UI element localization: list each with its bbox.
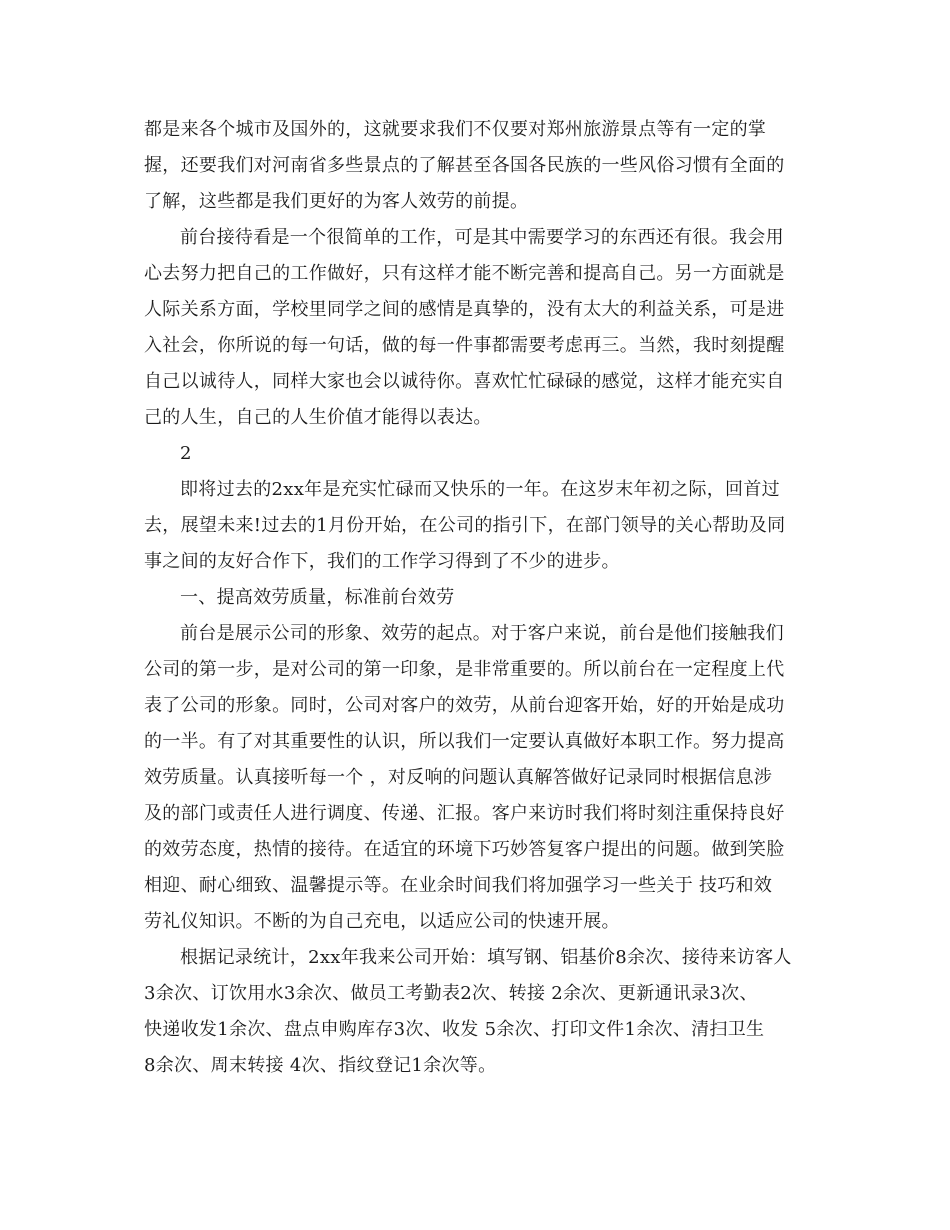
text-line: 及的部门或责任人进行调度、传递、汇报。客户来访时我们将时刻注重保持良好 [144, 803, 785, 824]
text-line: 8余次、周末转接 4次、指纹登记1余次等。 [144, 1055, 497, 1076]
text-line: 劳礼仪知识。不断的为自己充电，以适应公司的快速开展。 [144, 911, 620, 932]
text-line: 效劳质量。认真接听每一个 ，对反响的问题认真解答做好记录同时根据信息涉 [144, 767, 773, 788]
text-line: 表了公司的形象。同时，公司对客户的效劳，从前台迎客开始，好的开始是成功 [144, 695, 785, 716]
text-line: 人际关系方面，学校里同学之间的感情是真挚的，没有太大的利益关系，可是进 [144, 299, 785, 320]
text-line: 都是来各个城市及国外的，这就要求我们不仅要对郑州旅游景点等有一定的掌 [144, 119, 767, 140]
section-number: 2 [180, 443, 192, 464]
text-line: 自己以诚待人，同样大家也会以诚待你。喜欢忙忙碌碌的感觉，这样才能充实自 [144, 371, 785, 392]
text-line: 了解，这些都是我们更好的为客人效劳的前提。 [144, 191, 529, 212]
text-line: 己的人生，自己的人生价值才能得以表达。 [144, 407, 492, 428]
text-line: 入社会，你所说的每一句话，做的每一件事都需要考虑再三。当然，我时刻提醒 [144, 335, 785, 356]
text-line: 3余次、订饮用水3余次、做员工考勤表2次、转接 2余次、更新通讯录3次、 [144, 983, 758, 1004]
paragraph-start: 前台接待看是一个很简单的工作，可是其中需要学习的东西还有很。我会用 [180, 227, 784, 248]
section-heading: 一、提高效劳质量，标准前台效劳 [180, 587, 455, 608]
text-line: 心去努力把自己的工作做好，只有这样才能不断完善和提高自己。另一方面就是 [144, 263, 785, 284]
text-line: 事之间的友好合作下，我们的工作学习得到了不少的进步。 [144, 551, 620, 572]
text-line: 握，还要我们对河南省多些景点的了解甚至各国各民族的一些风俗习惯有全面的 [144, 155, 785, 176]
text-line: 相迎、耐心细致、温馨提示等。在业余时间我们将加强学习一些关于 技巧和效 [144, 875, 773, 896]
text-line: 快递收发1余次、盘点申购库存3次、收发 5余次、打印文件1余次、清扫卫生 [144, 1019, 765, 1040]
text-line: 的一半。有了对其重要性的认识，所以我们一定要认真做好本职工作。努力提高 [144, 731, 785, 752]
paragraph-start: 根据记录统计，2xx年我来公司开始：填写钢、铝基价8余次、接待来访客人 [180, 947, 792, 968]
paragraph-start: 前台是展示公司的形象、效劳的起点。对于客户来说，前台是他们接触我们 [180, 623, 784, 644]
text-line: 公司的第一步，是对公司的第一印象，是非常重要的。所以前台在一定程度上代 [144, 659, 785, 680]
text-line: 去，展望未来!过去的1月份开始，在公司的指引下，在部门领导的关心帮助及同 [144, 515, 786, 536]
paragraph-start: 即将过去的2xx年是充实忙碌而又快乐的一年。在这岁末年初之际，回首过 [180, 479, 780, 500]
document-body [144, 112, 812, 1084]
text-line: 的效劳态度，热情的接待。在适宜的环境下巧妙答复客户提出的问题。做到笑脸 [144, 839, 785, 860]
